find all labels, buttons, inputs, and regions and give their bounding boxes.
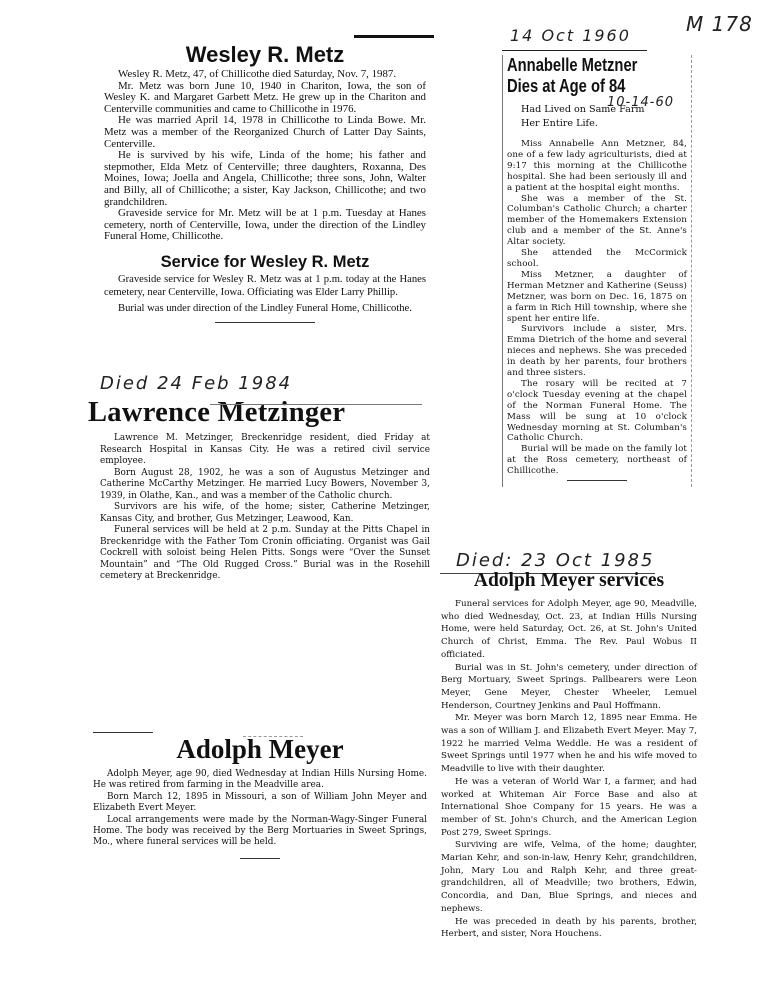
obituary-paragraph: The rosary will be recited at 7 o'clock Tuesday evening at the chapel of the Norman Funeral Home. The Mass will be sung at 10 o'clock Wednesday morning at St. Columban's Catholic Church. [507,378,687,444]
obituary-paragraph: Adolph Meyer, age 90, died Wednesday at Indian Hills Nursing Home. He was retired from farming in the Meadville area. [93,769,427,791]
obituary-paragraph: Survivors are his wife, of the home; sister, Catherine Metzinger, Kansas City, and brother, Gus Metzinger, Leawood, Kan. [100,502,430,524]
clipping-annabelle-metzner [502,55,692,487]
obituary-paragraph: Funeral services for Adolph Meyer, age 90, Meadville, who died Wednesday, Oct. 23, at Indian Hills Nursing Home, were held Saturday, Oct. 26, at St. John's United Church of Christ, Emma. The Rev. Paul Wobus II officiated. [441,599,697,660]
obituary-paragraph: Survivors include a sister, Mrs. Emma Dietrich of the home and several nieces and nephews. She was preceded in death by her parents, four brothers and three sisters. [507,324,687,379]
divider [243,736,303,737]
clipping-adolph-meyer [93,732,427,859]
headline-line-2: Dies at Age of 84 [507,76,626,96]
obituary-paragraph: Miss Annabelle Ann Metzner, 84, one of a few lady agriculturists, died at 9:17 this morning at the Chillicothe hospital. She had been seriously ill and a patient at the hospital eight months. [507,139,687,193]
obituary-title: Adolph Meyer [176,734,344,764]
obituary-paragraph: She attended the McCormick school. [507,248,687,269]
divider [502,50,647,51]
headline-line-1: Annabelle Metzner [507,55,638,75]
obituary-paragraph: She was a member of the St. Columban's Catholic Church; a charter member of the Homemakers Extension club and a member of the St. Anne's Altar society. [507,193,687,248]
obituary-paragraph: Graveside service for Mr. Metz will be at 1 p.m. Tuesday at Hanes cemetery, north of Centerville, Iowa, under the direction of the Lindley Funeral Home, Chillicothe. [104,207,426,243]
obituary-title: Lawrence Metzinger [88,397,346,428]
obituary-title: Adolph Meyer services [473,570,665,591]
handwritten-note: 10-14-60 [607,95,675,110]
handwritten-death-date: Died 24 Feb 1984 [100,373,293,394]
handwritten-death-date: Died: 23 Oct 1985 [456,550,655,571]
divider [567,480,627,481]
obituary-paragraph: Born August 28, 1902, he was a son of Augustus Metzinger and Catherine McCarthy Metzinger. He married Lucy Bowers, November 3, 1939, in Olathe, Kan., and was a member of the Catholic church. [100,467,430,501]
handwritten-death-date: 14 Oct 1960 [510,26,631,45]
obituary-title: Wesley R. Metz [185,42,345,67]
obituary-paragraph: Surviving are wife, Velma, of the home; daughter, Marian Kehr, and son-in-law, Henry Kehr, grandchildren, John, Mary Lou and Ralph Kehr, and three great-grandchildren, all of Meadville; two brothers, Edwin, Concordia, and Dan, Blue Springs, and nieces and nephews. [441,840,697,914]
obituary-paragraph: He was a veteran of World War I, a farmer, and had worked at Whiteman Air Force Base and also at International Shoe Company for 15 years. He was a member of St. John's Church, and the American Legion Post 279, Sweet Springs. [441,776,697,838]
divider [93,732,153,733]
obituary-paragraph: Mr. Meyer was born March 12, 1895 near Emma. He was a son of William J. and Elizabeth Evert Meyer. May 7, 1922 he married Velma Weddle. He was a resident of Sweet Springs until 1977 when he and his wife moved to Meadville to live with their daughter. [441,713,697,775]
divider [240,858,280,859]
service-title: Service for Wesley R. Metz [160,252,370,271]
obituary-paragraph: Wesley R. Metz, 47, of Chillicothe died Saturday, Nov. 7, 1987. [118,68,397,80]
obituary-paragraph: Miss Metzner, a daughter of Herman Metzner and Katherine (Seuss) Metzner, was born on Dec. 16, 1875 on a farm in Rich Hill township, where she spent her entire life. [507,269,687,324]
obituary-paragraph: He is survived by his wife, Linda of the home; his father and stepmother, Elda Metz of Centerville; three daughters, Roxanna, Des Moines, Iowa; Joella and Angela, Chillicothe; three sons, John, Walter and Billy, all of Chillicothe; a sister, Kay Jackson, Chillicothe; and two grandchildren. [104,149,426,208]
divider [354,35,434,38]
divider [210,404,422,405]
obituary-paragraph: He was married April 14, 1978 in Chillicothe to Linda Bowe. Mr. Metz was a member of the Reorganized Church of Latter Day Saints, Centerville. [104,114,426,150]
subheadline-line-2: Her Entire Life. [521,118,598,129]
obituary-paragraph: Burial was in St. John's cemetery, under direction of Berg Mortuary, Sweet Springs. Pallbearers were Leon Meyer, Gene Meyer, Chester Wheeler, Lemuel Henderson, Courtney Jenkins and Paul Hoffmann. [441,662,697,711]
subheadline-line-1: Had Lived on Same Farm [521,104,645,115]
clipping-wesley-metz [104,38,426,323]
reference-number: M 178 [686,12,753,36]
obituary-paragraph: Local arrangements were made by the Norman-Wagy-Singer Funeral Home. The body was received by the Berg Mortuaries in Sweet Springs, Mo., where funeral services will be held. [93,814,427,848]
obituary-paragraph: Lawrence M. Metzinger, Breckenridge resident, died Friday at Research Hospital in Kansas City. He was a retired civil service employee. [100,433,430,466]
clipping-lawrence-metzinger [88,373,430,583]
service-paragraph: Burial was under direction of the Lindley Funeral Home, Chillicothe. [118,303,412,315]
clipping-adolph-meyer-services [441,570,697,941]
obituary-paragraph: Burial will be made on the family lot at the Ross cemetery, northeast of Chillicothe. [507,444,687,477]
obituary-paragraph: Mr. Metz was born June 10, 1940 in Chariton, Iowa, the son of Wesley K. and Margaret Garbett Metz. He grew up in the Chariton and Centerville communities and came to Chillicothe in 1976. [104,79,426,115]
obituary-paragraph: Born March 12, 1895 in Missouri, a son of William John Meyer and Elizabeth Evert Meyer. [93,791,427,814]
obituary-paragraph: He was preceded in death by his parents, brother, Herbert, and sister, Nora Houchens. [441,916,697,940]
service-paragraph: Graveside service for Wesley R. Metz was at 1 p.m. today at the Hanes cemetery, near Centerville, Iowa. Officiating was Elder Larry Phillip. [104,273,426,298]
divider [215,322,315,323]
obituary-paragraph: Funeral services will be held at 2 p.m. Sunday at the Pitts Chapel in Breckenridge with the Father Tom Cronin officiating. Organist was Gail Cockrell with soloist being Helen Pitts. Songs were “Over the Sunset Mountain” and “The Old Rugged Cross.” Burial was in the Rosehill cemetery at Breckenridge. [100,525,430,581]
